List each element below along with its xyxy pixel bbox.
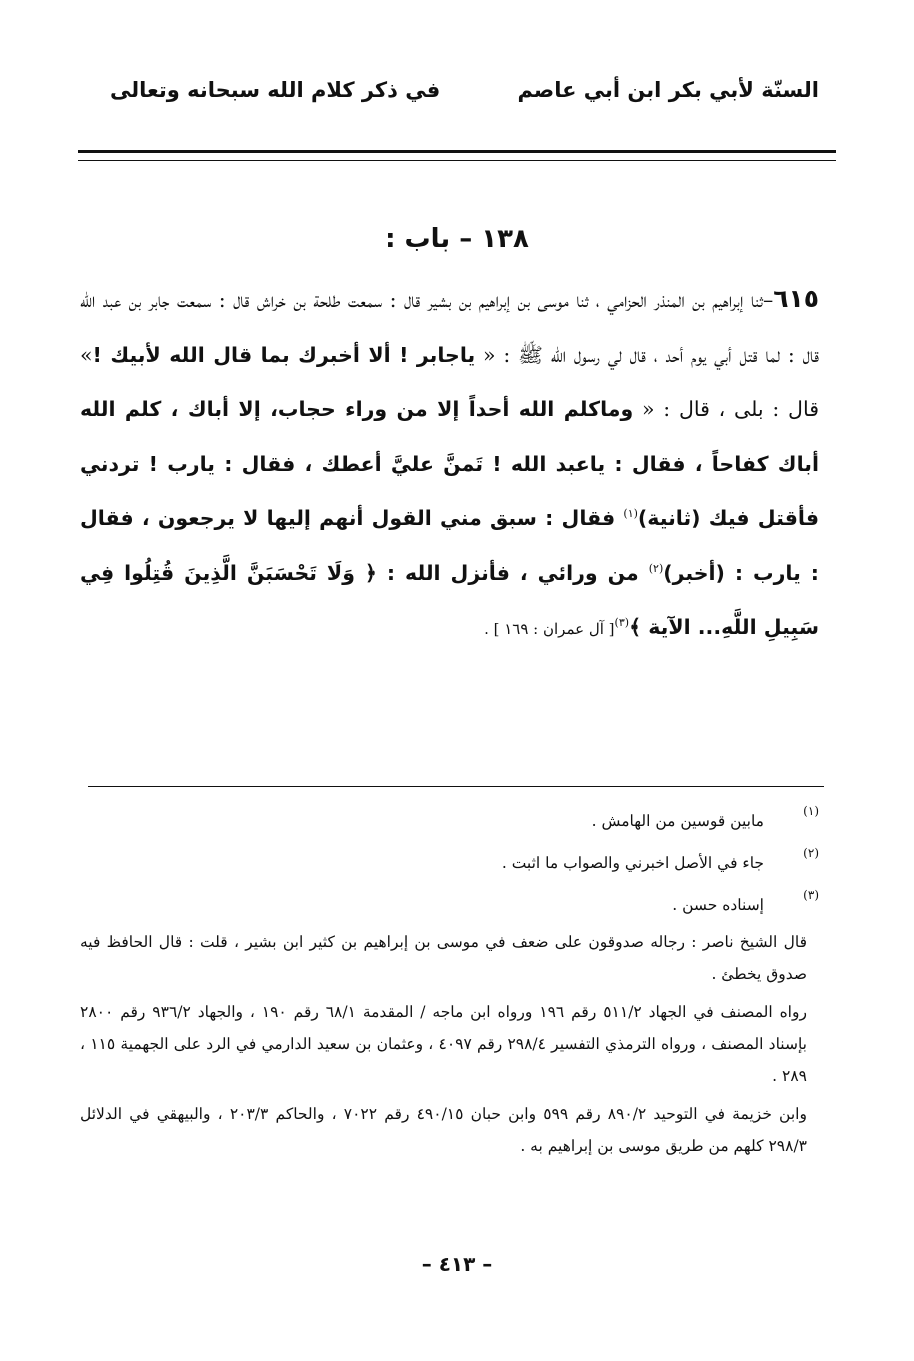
takhrij-note: وابن خزيمة في التوحيد ٨٩٠/٢ رقم ٥٩٩ وابن حبان ٤٩٠/١٥ رقم ٧٠٢٢ ، والحاكم ٢٠٣/٣ ، والبيهقي في الدلائل ٢٩٨/٣ كلهم من طريق موسى بن إبراهيم به .	[80, 1105, 807, 1155]
running-header	[110, 70, 819, 110]
footnote-text: إسناده حسن .	[672, 896, 764, 914]
book-title: السنّة لأبي بكر ابن أبي عاصم	[517, 78, 819, 102]
footnote-text: مابين قوسين من الهامش .	[591, 812, 764, 830]
footnotes	[80, 800, 819, 1168]
section-title: في ذكر كلام الله سبحانه وتعالى	[110, 78, 441, 102]
footnote-marker: (٣)	[803, 888, 819, 902]
footnote-text: جاء في الأصل اخبرني والصواب ما اثبت .	[501, 854, 764, 872]
hadith-number: ٦١٥	[773, 284, 819, 313]
footnote-item	[80, 884, 819, 926]
footnote-rule	[88, 786, 824, 787]
hadith-quote-4: من ورائي ، فأنزل الله : ﴿ وَلَا تَحْسَبَنَّ الَّذِينَ قُتِلُوا فِي سَبِيلِ اللَّهِ... الآية ﴾	[80, 560, 819, 639]
hadith-quote-1: ياجابر ! ألا أخبرك بما قال الله لأبيك !	[92, 342, 476, 367]
hadith-text	[80, 272, 819, 657]
footnote-ref-2[interactable]: (٢)	[648, 561, 664, 575]
takhrij-note: قال الشيخ ناصر : رجاله صدوقون على ضعف في موسى بن إبراهيم بن كثير ابن بشير ، قلت : قال الحافظ فيه صدوق يخطئ .	[80, 933, 807, 983]
hadith-connector: » قال : بلى ، قال : «	[80, 342, 819, 421]
footnote-ref-3[interactable]: (٣)	[614, 616, 630, 630]
verse-reference: [ آل عمران : ١٦٩ ] .	[484, 620, 615, 638]
header-rule-thick	[78, 150, 836, 153]
footnote-ref-1[interactable]: (١)	[623, 507, 638, 521]
hadith-quote-3: فقال : سبق مني القول أنهم إليها لا يرجعون ، فقال : يارب : (أخبر)	[80, 506, 819, 585]
hadith-quote-2: وماكلم الله أحداً إلا من وراء حجاب، إلا أباك ، كلم الله أباك كفاحاً ، فقال : ياعبد الله ! تَمنَّ عليَّ أعطك ، فقال : يارب ! تردني فأقتل فيك (ثانية)	[80, 397, 820, 530]
footnote-marker: (١)	[803, 804, 819, 818]
chapter-heading: ١٣٨ – باب :	[385, 224, 529, 254]
page-number: – ٤١٣ –	[421, 1252, 493, 1276]
footnote-item	[80, 800, 819, 842]
footnote-marker: (٢)	[803, 846, 819, 860]
header-rule-thin	[78, 160, 836, 161]
footnote-item	[80, 842, 819, 884]
takhrij-note: رواه المصنف في الجهاد ٥١١/٢ رقم ١٩٦ ورواه ابن ماجه / المقدمة ٦٨/١ رقم ١٩٠ ، والجهاد ٩٣٦/٢ رقم ٢٨٠٠ بإسناد المصنف ، ورواه الترمذي التفسير ٢٩٨/٤ رقم ٤٠٩٧ ، وعثمان بن سعيد الدارمي في الرد على الجهمية ١١٥ ، ٢٨٩ .	[80, 1003, 807, 1085]
hadith-chain: –ثنا إبراهيم بن المنذر الحزامي ، ثنا موسى بن إبراهيم بن بشير قال : سمعت طلحة بن خراش قال : سمعت جابر بن عبد الله قال : لما قتل أبي يوم أحد ، قال لي رسول الله ﷺ : «	[80, 288, 819, 367]
